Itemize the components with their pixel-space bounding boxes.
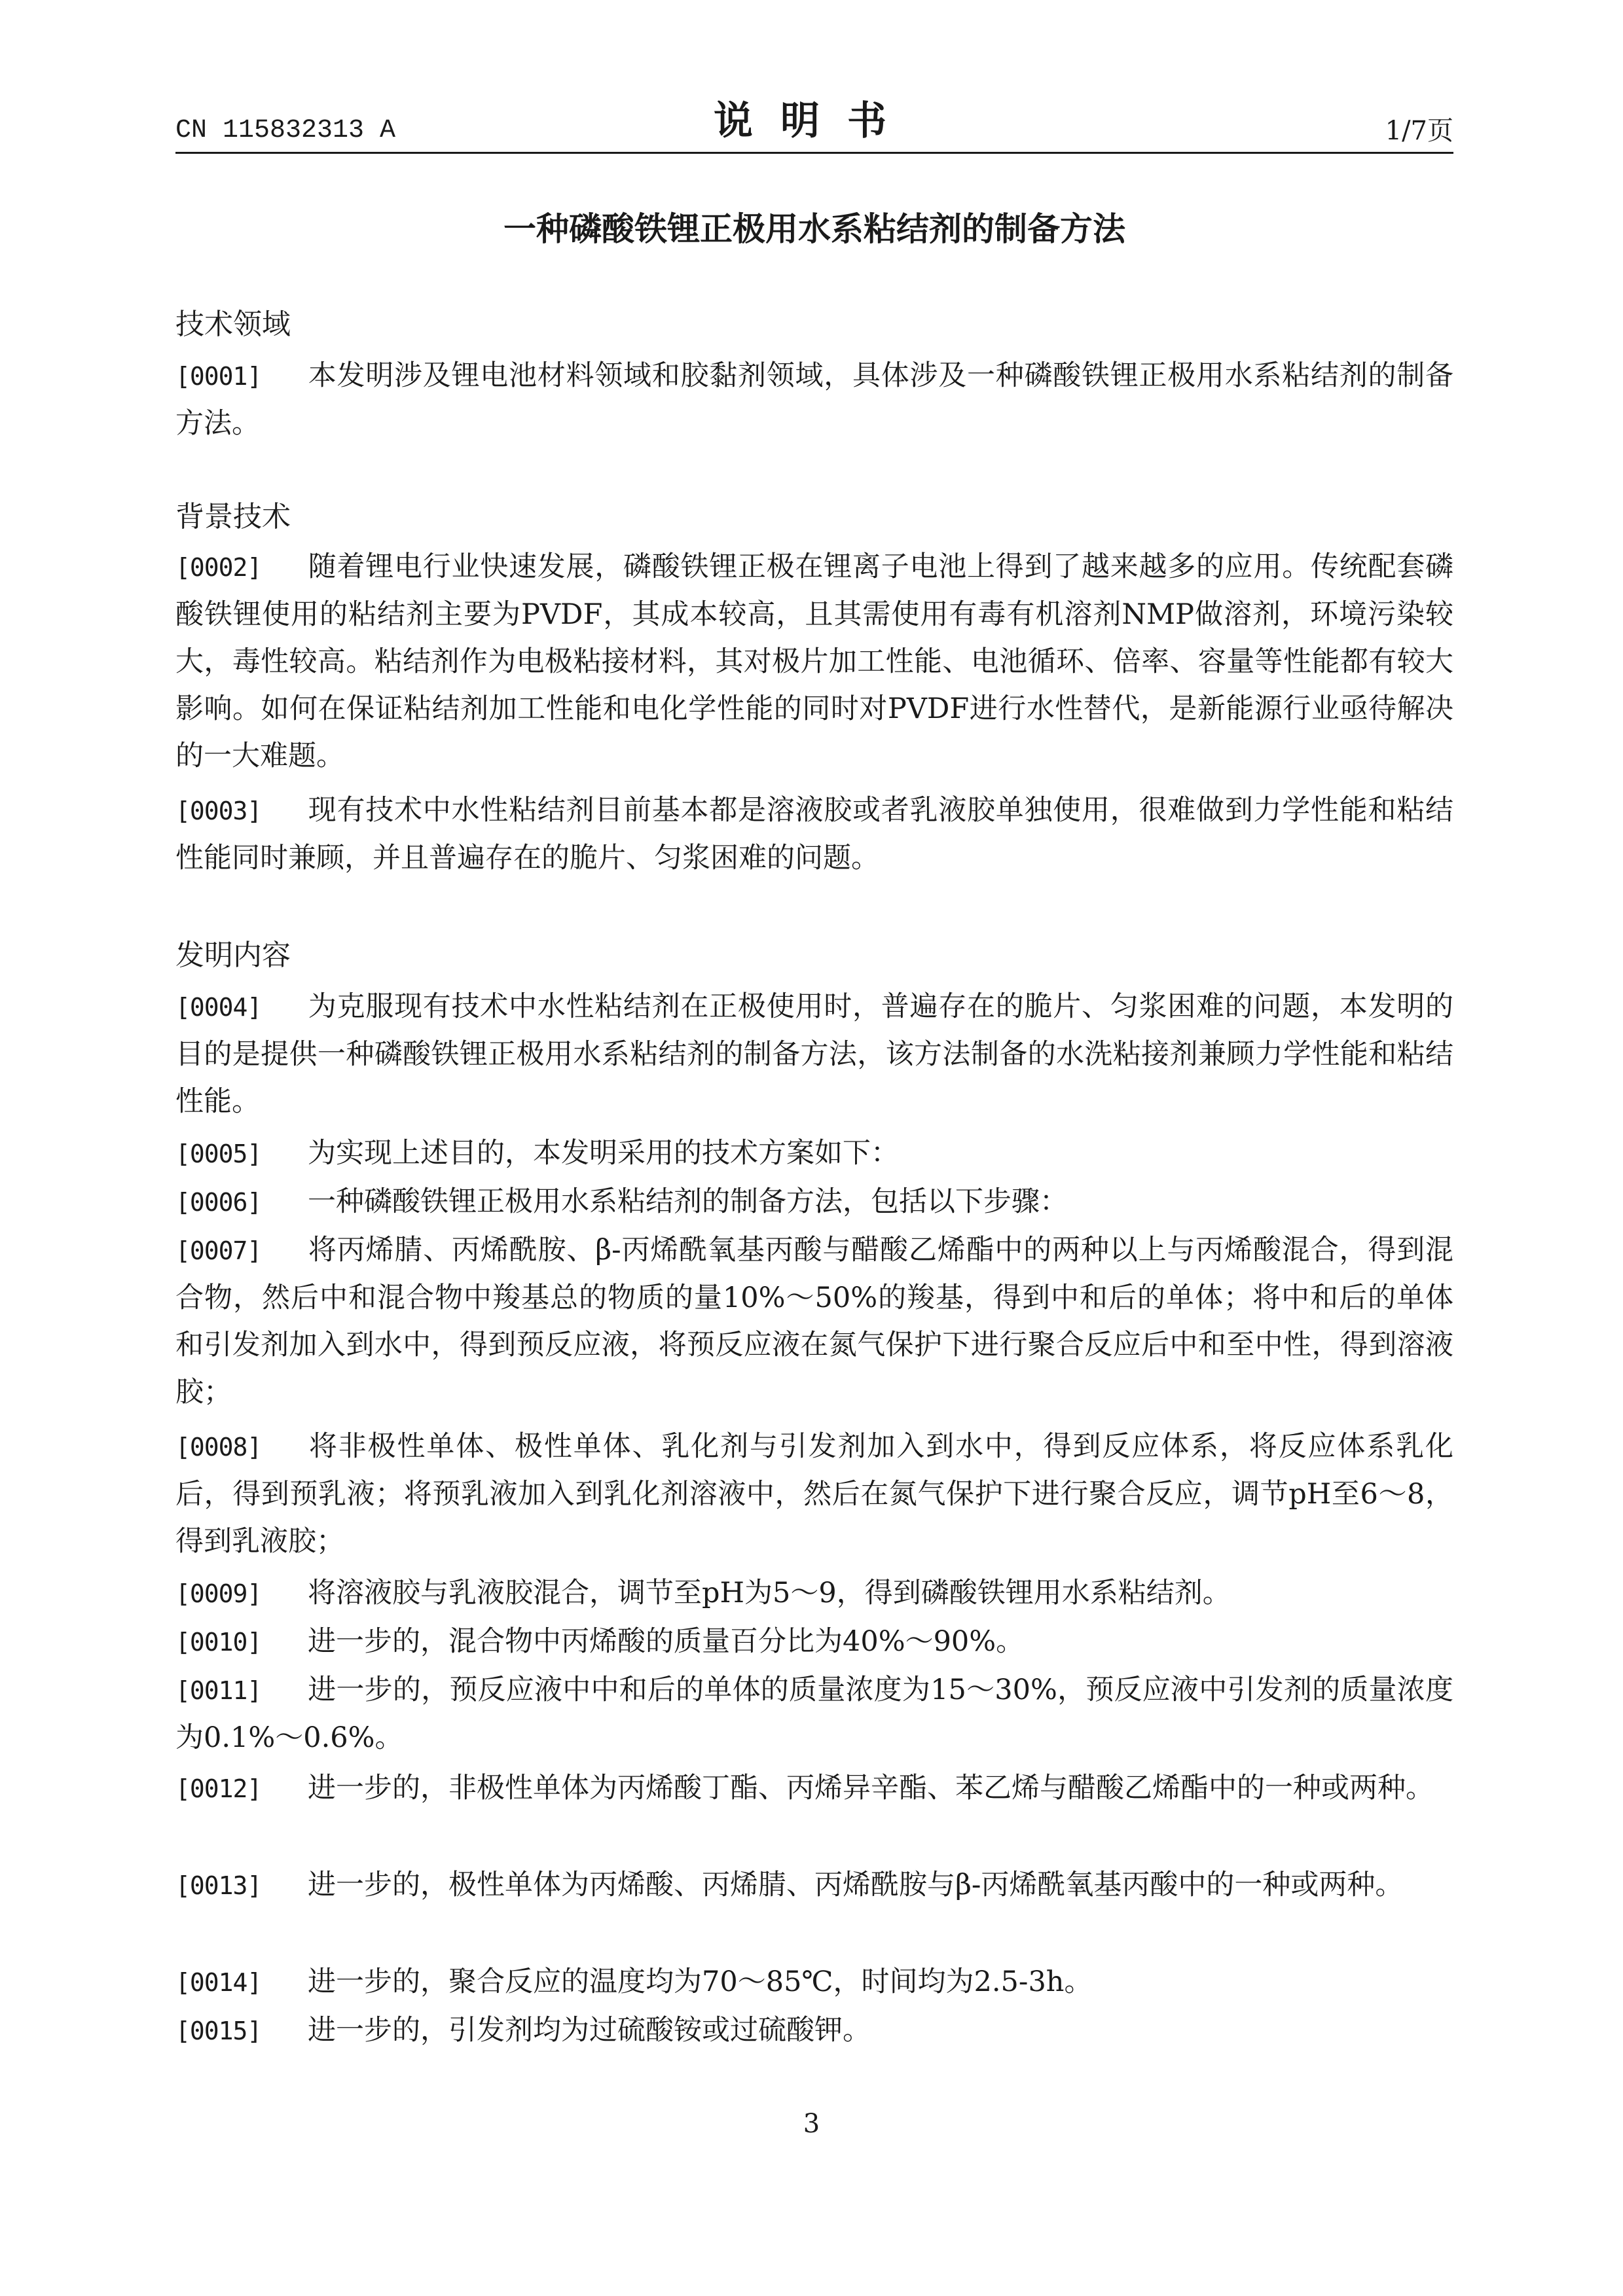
paragraph-0012 — [175, 1765, 1453, 1812]
section-heading-summary: 发明内容 — [175, 939, 291, 972]
paragraph-0006 — [175, 1178, 1453, 1226]
paragraph-0009 — [175, 1570, 1453, 1617]
paragraph-number: [0010] — [175, 1628, 262, 1657]
invention-title: 一种磷酸铁锂正极用水系粘结剂的制备方法 — [503, 210, 1125, 248]
header-divider — [175, 152, 1453, 154]
paragraph-text: 随着锂电行业快速发展，磷酸铁锂正极在锂离子电池上得到了越来越多的应用。传统配套磷酸铁锂使用的粘结剂主要为PVDF，其成本较高，且其需使用有毒有机溶剂NMP做溶剂，环境污染较大，毒性较高。粘结剂作为电极粘接材料，其对极片加工性能、电池循环、倍率、容量等性能都有较大影响。如何在保证粘结剂加工性能和电化学性能的同时对PVDF进行水性替代，是新能源行业亟待解决的一大难题。 — [175, 550, 1453, 772]
page-number: 3 — [803, 2109, 820, 2139]
paragraph-0001 — [175, 352, 1453, 447]
paragraph-0011 — [175, 1666, 1453, 1761]
paragraph-number: [0008] — [175, 1433, 262, 1462]
paragraph-0003 — [175, 787, 1453, 882]
paragraph-0013 — [175, 1861, 1453, 1909]
paragraph-text: 将丙烯腈、丙烯酰胺、β-丙烯酰氧基丙酸与醋酸乙烯酯中的两种以上与丙烯酸混合，得到混合物，然后中和混合物中羧基总的物质的量10%～50%的羧基，得到中和后的单体；将中和后的单体和引发剂加入到水中，得到预反应液，将预反应液在氮气保护下进行聚合反应后中和至中性，得到溶液胶； — [175, 1234, 1453, 1408]
paragraph-number: [0009] — [175, 1579, 262, 1608]
page-indicator: 1/7页 — [1385, 116, 1453, 146]
paragraph-text: 为实现上述目的，本发明采用的技术方案如下： — [308, 1137, 899, 1170]
paragraph-number: [0001] — [175, 362, 262, 391]
paragraph-number: [0014] — [175, 1968, 262, 1997]
paragraph-0010 — [175, 1618, 1453, 1666]
paragraph-0005 — [175, 1130, 1453, 1177]
paragraph-text: 进一步的，聚合反应的温度均为70～85℃，时间均为2.5-3h。 — [308, 1965, 1093, 1998]
paragraph-number: [0007] — [175, 1236, 262, 1265]
section-heading-background: 背景技术 — [175, 500, 291, 533]
paragraph-number: [0002] — [175, 553, 262, 582]
paragraph-number: [0003] — [175, 797, 262, 825]
paragraph-0002 — [175, 543, 1453, 780]
paragraph-text: 将溶液胶与乳液胶混合，调节至pH为5～9，得到磷酸铁锂用水系粘结剂。 — [308, 1577, 1231, 1609]
paragraph-0008 — [175, 1423, 1453, 1565]
paragraph-0004 — [175, 983, 1453, 1125]
paragraph-number: [0005] — [175, 1139, 262, 1168]
paragraph-text: 将非极性单体、极性单体、乳化剂与引发剂加入到水中，得到反应体系，将反应体系乳化后，得到预乳液；将预乳液加入到乳化剂溶液中，然后在氮气保护下进行聚合反应，调节pH至6～8，得到乳液胶； — [175, 1430, 1453, 1558]
publication-number: CN 115832313 A — [175, 116, 396, 145]
paragraph-text: 进一步的，预反应液中中和后的单体的质量浓度为15～30%，预反应液中引发剂的质量浓度为0.1%～0.6%。 — [175, 1674, 1453, 1754]
paragraph-text: 现有技术中水性粘结剂目前基本都是溶液胶或者乳液胶单独使用，很难做到力学性能和粘结性能同时兼顾，并且普遍存在的脆片、匀浆困难的问题。 — [175, 794, 1453, 874]
paragraph-number: [0012] — [175, 1774, 262, 1803]
paragraph-number: [0004] — [175, 993, 262, 1022]
paragraph-0007 — [175, 1227, 1453, 1416]
paragraph-text: 进一步的，极性单体为丙烯酸、丙烯腈、丙烯酰胺与β-丙烯酰氧基丙酸中的一种或两种。 — [308, 1869, 1404, 1901]
paragraph-text: 本发明涉及锂电池材料领域和胶黏剂领域，具体涉及一种磷酸铁锂正极用水系粘结剂的制备方法。 — [175, 359, 1453, 440]
document-type-heading: 说明书 — [714, 98, 914, 144]
paragraph-number: [0011] — [175, 1676, 262, 1705]
paragraph-text: 进一步的，非极性单体为丙烯酸丁酯、丙烯异辛酯、苯乙烯与醋酸乙烯酯中的一种或两种。 — [308, 1772, 1434, 1804]
section-heading-technical-field: 技术领域 — [175, 308, 291, 341]
paragraph-number: [0015] — [175, 2017, 262, 2045]
paragraph-number: [0006] — [175, 1188, 262, 1217]
paragraph-0014 — [175, 1958, 1453, 2006]
paragraph-text: 进一步的，引发剂均为过硫酸铵或过硫酸钾。 — [308, 2014, 871, 2047]
paragraph-text: 为克服现有技术中水性粘结剂在正极使用时，普遍存在的脆片、匀浆困难的问题，本发明的目的是提供一种磷酸铁锂正极用水系粘结剂的制备方法，该方法制备的水洗粘接剂兼顾力学性能和粘结性能。 — [175, 990, 1453, 1118]
paragraph-number: [0013] — [175, 1871, 262, 1900]
paragraph-0015 — [175, 2007, 1453, 2054]
paragraph-text: 进一步的，混合物中丙烯酸的质量百分比为40%～90%。 — [308, 1625, 1025, 1658]
paragraph-text: 一种磷酸铁锂正极用水系粘结剂的制备方法，包括以下步骤： — [308, 1185, 1068, 1218]
